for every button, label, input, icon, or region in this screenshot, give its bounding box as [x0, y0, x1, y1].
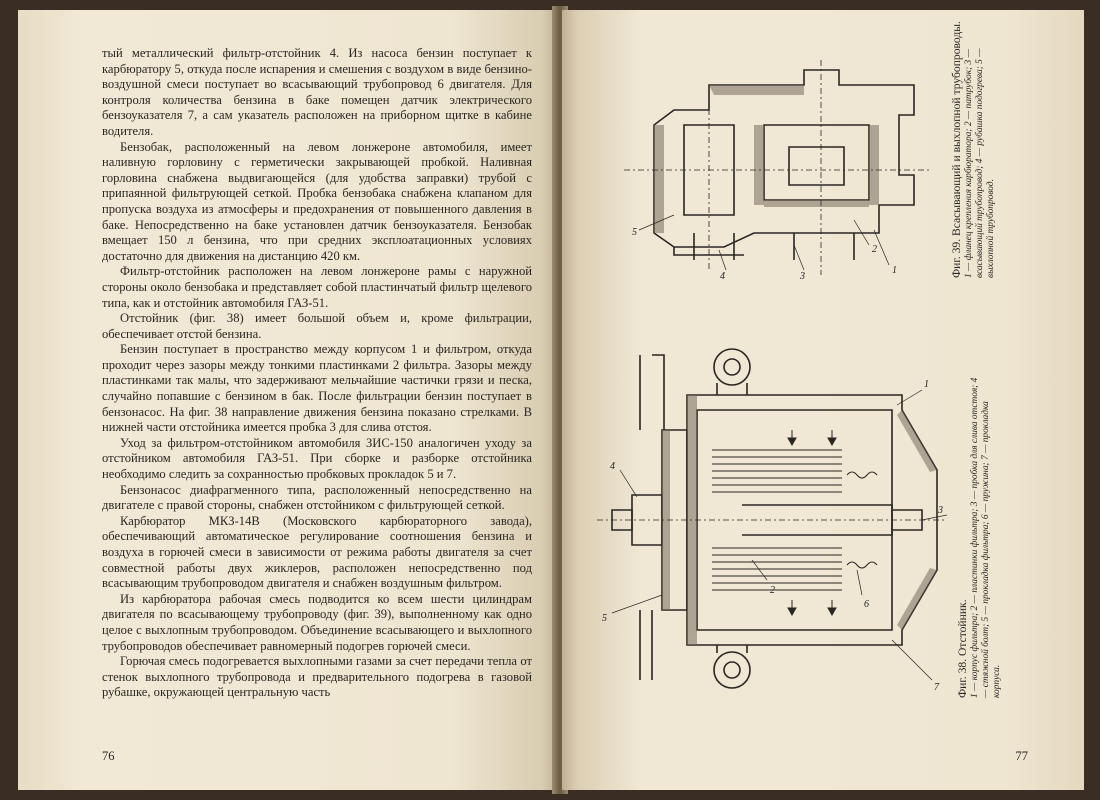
paragraph: Бензонасос диафрагменного типа, расположенный непосредственно на двигателе с правой стороны, снабжен отстойником с фильтрующей сеткой.: [102, 482, 532, 513]
page-number: 77: [1015, 749, 1028, 763]
page-number: 76: [102, 749, 115, 763]
fig38-label: 1: [924, 379, 929, 390]
paragraph: Из карбюратора рабочая смесь подводится ко всем шести цилиндрам двигателя по всасывающему трубопроводу (фиг. 39), выполненному как одно целое с выхлопным трубопроводом. Объединение всасывающего и выхлопного трубопроводов обеспечивает равномерный подогрев горючей смеси.: [102, 591, 532, 653]
paragraph: Карбюратор МКЗ-14В (Московского карбюраторного завода), обеспечивающий автоматическое регулирование соотношения бензина и воздуха в горючей смеси в зависимости от режима работы двигателя за счет совместной работы двух жиклеров, расположен непосредственно под всасывающим трубопроводом двигателя и снабжен воздушным фильтром.: [102, 513, 532, 591]
figure-39-drawing: [614, 55, 934, 285]
body-text: [102, 46, 532, 701]
fig38-label: 6: [864, 599, 869, 610]
fig38-label: 4: [610, 461, 615, 472]
figure-38-caption: [956, 368, 1003, 698]
paragraph: Горючая смесь подогревается выхлопными газами за счет передачи тепла от стенок выхлопного трубопровода и предварительного подогрева в газовой рубашке, окружающей центральную часть: [102, 654, 532, 700]
fig38-label: 5: [602, 613, 607, 624]
fig39-label: 4: [720, 271, 725, 282]
figure-38-title: Фиг. 38. Отстойник.: [956, 599, 969, 698]
fig39-label: 3: [800, 271, 805, 282]
figure-38-drawing: [592, 335, 952, 700]
paragraph: тый металлический фильтр-отстойник 4. Из насоса бензин поступает к карбюратору 5, откуда после испарения и смешения с воздухом в виде бензино-воздушной смеси поступает во всасывающий трубопровод 6 двигателя. Для контроля количества бензина в баке помещен датчик электрического бензоуказателя 7, а сам указатель расположен на приборном щитке в кабине водителя.: [102, 46, 532, 138]
paragraph: Отстойник (фиг. 38) имеет большой объем и, кроме фильтрации, обеспечивает отстой бензина.: [102, 311, 532, 341]
right-page: [562, 10, 1084, 790]
fig39-label: 5: [632, 227, 637, 238]
fig39-label: 1: [892, 265, 897, 276]
paragraph: Бензин поступает в пространство между корпусом 1 и фильтром, откуда проходит через зазоры между тонкими пластинками 2 фильтра. Зазоры между пластинками так малы, что задерживают мельчайшие частички грязи и песка, случайно попавшие с бензином в бак. После фильтрации бензин поступает в бензонасос. На фиг. 38 направление движения бензина показано стрелками. В нижней части отстойника имеется пробка 3 для слива отстоя.: [102, 342, 532, 435]
figure-39-title: Фиг. 39. Всасывающий и выхлопной трубопроводы.: [950, 21, 963, 278]
figure-39-caption: [950, 21, 997, 278]
fig39-label: 2: [872, 244, 877, 255]
figure-38-legend: 1 — корпус фильтра; 2 — пластинки фильтра; 3 — пробка для слива отстоя; 4 — стяжной болт; 5 — прокладка фильтра; 6 — пружина; 7 — прокладка корпуса.: [969, 377, 1002, 698]
fig38-label: 2: [770, 585, 775, 596]
fig38-label: 7: [934, 682, 939, 693]
paragraph: Фильтр-отстойник расположен на левом лонжероне рамы с наружной стороны около бензобака и представляет собой пластинчатый фильтр щелевого типа, как и отстойник автомобиля ГАЗ-51.: [102, 264, 532, 310]
paragraph: Бензобак, расположенный на левом лонжероне автомобиля, имеет наливную горловину с герметически закрывающей пробкой. Наливная горловина снабжена выдвигающейся (для удобства заправки) трубой с припаянной фильтрующей сеткой. Пробка бензобака снабжена клапаном для пропуска воздуха из атмосферы и предохранения от повышенного давления в баке. Непосредственно на баке установлен датчик бензоуказателя. Бензобак вмещает 150 л бензина, что при средних эксплоатационных условиях достаточно для движения на дистанцию 420 км.: [102, 139, 532, 263]
figure-39-legend: 1 — фланец крепления карбюратора; 2 — патрубок; 3 — всасывающий трубопровод; 4 — рубашка подогрева; 5 — выхлопной трубопровод.: [963, 48, 996, 278]
left-page: [18, 10, 558, 790]
paragraph: Уход за фильтром-отстойником автомобиля ЗИС-150 аналогичен уходу за отстойником автомобиля ГАЗ-51. При сборке и разборке отстойника необходимо следить за сохранностью пробковых прокладок 5 и 7.: [102, 435, 532, 482]
fig38-label: 3: [938, 505, 943, 516]
